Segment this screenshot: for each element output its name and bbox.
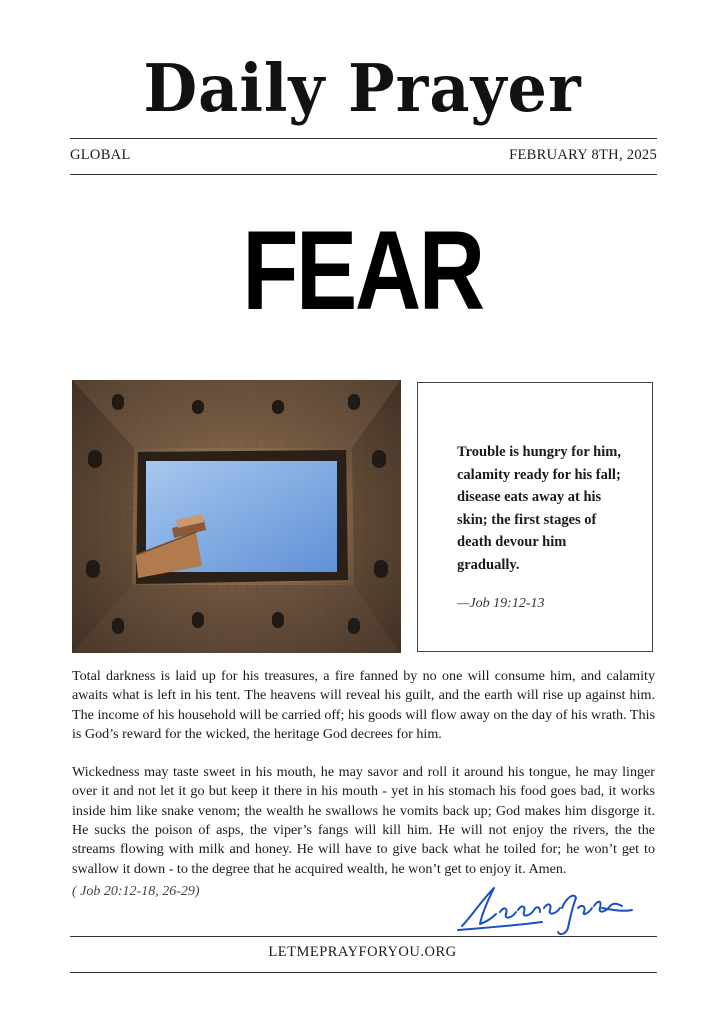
body-paragraph-2: Wickedness may taste sweet in his mouth, he may savor and roll it around his tongue, he may linger over it and not let it go but keep it there in his mouth - yet in his stomach his food goes bad, it works inside him like snake venom; the wealth he swallows he vomits back up; God makes him disgorge it. He sucks the poison of asps, the viper’s fangs will kill him. He will not enjoy the rivers, the the streams flowing with milk and honey. He will have to give back what he toiled for; he won’t get to swallow it down - to the degree that he acquired wealth, he won’t get to enjoy it. Amen. xyxy=(72,764,655,877)
footer-url[interactable]: LETMEPRAYFORYOU.ORG xyxy=(268,944,457,960)
body-text xyxy=(72,667,655,898)
dateline-rule xyxy=(70,174,657,175)
headline: FEAR xyxy=(242,208,483,333)
quote-text: Trouble is hungry for him, calamity ready for his fall; disease eats away at his skin; the first stages of death devour him gradually. xyxy=(457,444,621,573)
body-paragraph-1: Total darkness is laid up for his treasures, a fire fanned by no one will consume him, and calamity awaits what is left in his tent. The heavens will reveal his guilt, and the earth will rise up against him. The income of his household will be carried off; his goods will flow away on the day of his wrath. This is God’s reward for the wicked, the heritage God decrees for him. xyxy=(72,668,655,742)
dateline-date: FEBRUARY 8TH, 2025 xyxy=(509,147,657,163)
courtyard-photo xyxy=(72,380,401,653)
top-rule xyxy=(70,138,657,139)
quote-box xyxy=(417,382,653,652)
dateline xyxy=(70,147,657,164)
dateline-region: GLOBAL xyxy=(70,147,131,163)
scripture-citation: ( Job 20:12-18, 26-29) xyxy=(72,884,200,899)
quote-reference: —Job 19:12-13 xyxy=(457,596,545,611)
footer-top-rule xyxy=(70,936,657,937)
footer-bottom-rule xyxy=(70,972,657,973)
masthead-title: Daily Prayer xyxy=(143,50,582,127)
signature xyxy=(452,878,637,940)
